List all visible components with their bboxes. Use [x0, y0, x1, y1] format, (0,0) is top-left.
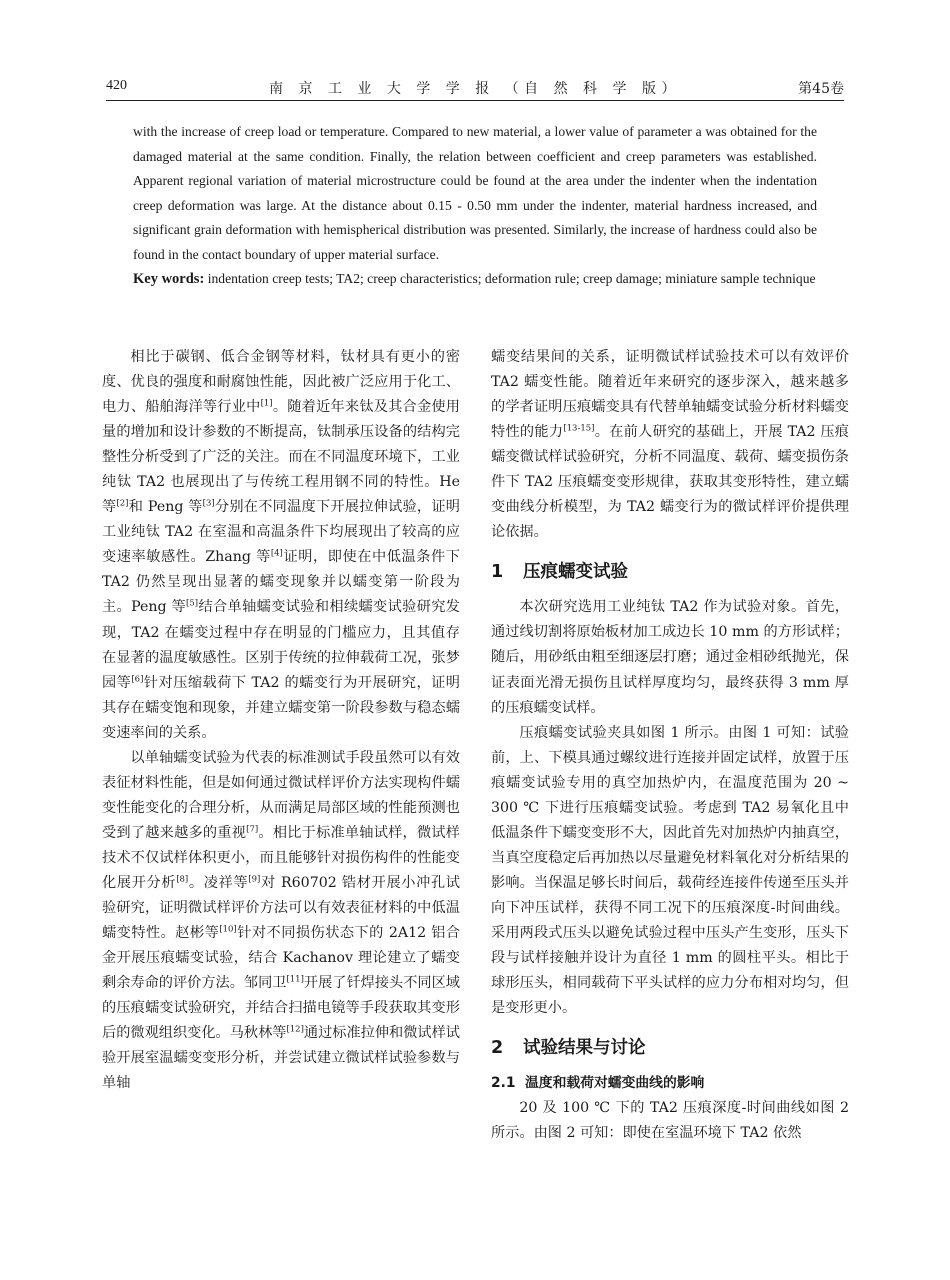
- section-heading-2: 2 试验结果与讨论: [491, 1038, 646, 1059]
- left-column: [102, 345, 460, 1096]
- citation: [11]: [286, 974, 304, 985]
- citation: [13-15]: [563, 423, 595, 434]
- section-heading-1: 1 压痕蠕变试验: [491, 562, 628, 583]
- citation: [7]: [246, 824, 259, 835]
- abstract-text: with the increase of creep load or temperature. Compared to new material, a lower value of parameter a was obtained for the damaged material at the same condition. Finally, the relation between coefficient and creep parameters was established. Apparent regional variation of material microstructure could be found at the area under the indenter when the indentation creep deformation was large. At the distance about 0.15 - 0.50 mm under the indenter, material hardness increased, and significant grain deformation with hemispherical distribution was presented. Similarly, the increase of hardness could also be found in the contact boundary of upper material surface.: [133, 124, 817, 262]
- citation: [4]: [270, 548, 283, 559]
- keywords-label: Key words:: [133, 271, 205, 287]
- method-paragraph-1: 本次研究选用工业纯钛 TA2 作为试验对象。首先，通过线切割将原始板材加工成边长 10 mm 的方形试样；随后，用砂纸由粗至细逐层打磨；通过金相砂纸抛光，保证表面光滑无损伤且试样厚度均匀，最终获得 3 mm 厚的压痕蠕变试样。: [491, 599, 849, 716]
- volume-label: 第45卷: [798, 81, 844, 97]
- citation: [8]: [176, 874, 189, 885]
- keywords: [133, 267, 817, 292]
- citation: [1]: [260, 398, 273, 409]
- citation: [2]: [116, 498, 129, 509]
- citation: [9]: [248, 874, 261, 885]
- citation: [12]: [286, 1024, 304, 1035]
- intro-paragraph-continued: 蠕变结果间的关系，证明微试样试验技术可以有效评价 TA2 蠕变性能。随着近年来研究的逐步深入，越来越多的学者证明压痕蠕变具有代替单轴蠕变试验分析材料蠕变特性的能力[13-15]。在前人研究的基础上，开展 TA2 压痕蠕变微试样试验研究，分析不同温度、载荷、蠕变损伤条件下 TA2 压痕蠕变变形规律，获取其变形特性，建立蠕变曲线分析模型，为 TA2 蠕变行为的微试样评价提供理论依据。: [491, 349, 849, 541]
- results-paragraph-1: 20 及 100 ℃ 下的 TA2 压痕深度-时间曲线如图 2 所示。由图 2 可知：即使在室温环境下 TA2 依然: [491, 1100, 849, 1142]
- intro-paragraph-1: 相比于碳钢、低合金钢等材料，钛材具有更小的密度、优良的强度和耐腐蚀性能，因此被广泛应用于化工、电力、船舶海洋等行业中[1]。随着近年来钛及其合金使用量的增加和设计参数的不断提高，钛制承压设备的结构完整性分析受到了广泛的关注。而在不同温度环境下，工业纯钛 TA2 也展现出了与传统工程用钢不同的特性。He 等[2]和 Peng 等[3]分别在不同温度下开展拉伸试验，证明工业纯钛 TA2 在室温和高温条件下均展现出了较高的应变速率敏感性。Zhang 等[4]证明，即使在中低温条件下 TA2 仍然呈现出显著的蠕变现象并以蠕变第一阶段为主。Peng 等[5]结合单轴蠕变试验和相续蠕变试验研究发现，TA2 在蠕变过程中存在明显的门槛应力，且其值存在显著的温度敏感性。区别于传统的拉伸载荷工况，张梦园等[6]针对压缩载荷下 TA2 的蠕变行为开展研究，证明其存在蠕变饱和现象，并建立蠕变第一阶段参数与稳态蠕变速率间的关系。: [102, 349, 460, 741]
- citation: [10]: [219, 924, 237, 935]
- journal-title: 南 京 工 业 大 学 学 报 （自 然 科 学 版）: [269, 81, 681, 97]
- keywords-text: indentation creep tests; TA2; creep characteristics; deformation rule; creep damage; miniature sample technique: [204, 271, 816, 286]
- english-abstract: [133, 120, 817, 292]
- page-number: 420: [106, 78, 127, 93]
- method-paragraph-2: 压痕蠕变试验夹具如图 1 所示。由图 1 可知：试验前，上、下模具通过螺纹进行连接并固定试样，放置于压痕蠕变试验专用的真空加热炉内，在温度范围为 20 ~ 300 ℃ 下进行压痕蠕变试验。考虑到 TA2 易氧化且中低温条件下蠕变变形不大，因此首先对加热炉内抽真空，当真空度稳定后再加热以尽量避免材料氧化对分析结果的影响。当保温足够长时间后，载荷经连接件传递至压头并向下冲压试样，获得不同工况下的压痕深度-时间曲线。采用两段式压头以避免试验过程中压头产生变形，压头下段与试样接触并设计为直径 1 mm 的圆柱平头。相比于球形压头，相同载荷下平头试样的应力分布相对均匀，但是变形更小。: [491, 724, 849, 1017]
- running-header: [106, 76, 844, 101]
- right-column: [491, 345, 849, 1146]
- citation: [3]: [202, 498, 215, 509]
- citation: [5]: [186, 598, 199, 609]
- intro-paragraph-2: 以单轴蠕变试验为代表的标准测试手段虽然可以有效表征材料性能，但是如何通过微试样评价方法实现构件蠕变性能变化的合理分析，从而满足局部区域的性能预测也受到了越来越多的重视[7]。相比于标准单轴试样，微试样技术不仅试样体积更小，而且能够针对损伤构件的性能变化展开分析[8]。凌祥等[9]对 R60702 锆材开展小冲孔试验研究，证明微试样评价方法可以有效表征材料的中低温蠕变特性。赵彬等[10]针对不同损伤状态下的 2A12 铝合金开展压痕蠕变试验，结合 Kachanov 理论建立了蠕变剩余寿命的评价方法。邹同卫[11]开展了钎焊接头不同区域的压痕蠕变试验研究，并结合扫描电镜等手段获取其变形后的微观组织变化。马秋林等[12]通过标准拉伸和微试样试验开展室温蠕变变形分析，并尝试建立微试样试验参数与单轴: [102, 749, 460, 1092]
- subsection-heading-2-1: 2.1 温度和载荷对蠕变曲线的影响: [491, 1075, 705, 1092]
- citation: [6]: [131, 673, 144, 684]
